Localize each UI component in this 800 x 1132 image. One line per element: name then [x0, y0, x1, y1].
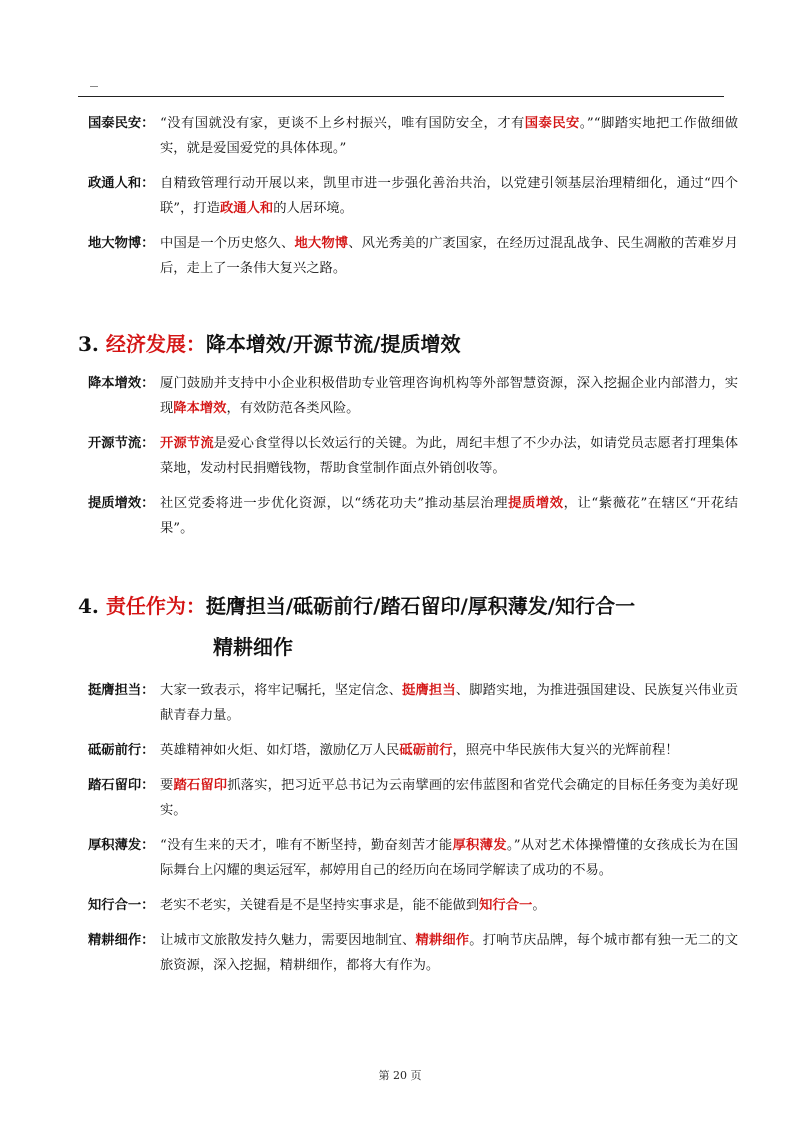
- desc-text: 要: [160, 778, 174, 793]
- entry-desc: [160, 371, 738, 421]
- entry-term: 知行合一：: [88, 898, 155, 913]
- entry-term: 降本增效：: [88, 376, 155, 391]
- desc-text: 社区党委将进一步优化资源，以“绣花功夫”推动基层治理: [160, 496, 509, 511]
- entries-section-4: [88, 678, 738, 978]
- entries-section-3: [88, 371, 738, 541]
- desc-text: 、风光秀美的广袤国家，在经历过混乱战争、民生凋敝的苦难岁月后，走上了一条伟大复兴之路。: [160, 236, 738, 276]
- desc-text: 。打响节庆品牌，每个城市都有独一无二的文旅资源，深入挖掘，精耕细作，都将大有作为。: [160, 933, 739, 973]
- section-3-title: [78, 329, 460, 359]
- section-number: 3.: [78, 332, 99, 356]
- entry-term: 开源节流：: [88, 436, 155, 451]
- desc-text: 让城市文旅散发持久魅力，需要因地制宜、: [160, 933, 416, 948]
- entry-zhixing-heyi: [88, 893, 738, 918]
- entry-dili-qianxing: [88, 738, 738, 763]
- highlight-term: 降本增效: [173, 401, 227, 416]
- section-category: 责任作为：: [105, 594, 206, 618]
- section-4-title-continued: 精耕细作: [213, 635, 293, 659]
- highlight-term: 提质增效: [508, 496, 564, 511]
- entry-kaiyuan-jieliu: [88, 431, 738, 481]
- desc-text: 厦门鼓励并支持中小企业积极借助专业管理咨询机构等外部智慧资源，深入挖掘企业内部潜力，实现: [160, 376, 738, 416]
- entry-dida-wubo: [88, 231, 738, 281]
- entry-desc: [160, 431, 738, 481]
- desc-text: 。: [532, 898, 546, 913]
- desc-text: ，照亮中华民族伟大复兴的光辉前程！: [452, 743, 679, 758]
- entry-guotai-minan: [88, 111, 738, 161]
- highlight-term: 国泰民安: [524, 116, 580, 131]
- desc-text: “没有生来的天才，唯有不断坚持，勤奋刻苦才能: [160, 838, 453, 853]
- entry-zhengtong-renhe: [88, 171, 738, 221]
- header-rule: [78, 96, 724, 97]
- desc-text: 。”从对艺术体操懵懂的女孩成长为在国际舞台上闪耀的奥运冠军，郝婷用自己的经历向在场同学解读了成功的不易。: [160, 838, 738, 878]
- desc-text: 是爱心食堂得以长效运行的关键。为此，周纪丰想了不少办法，如请党员志愿者打理集体菜地，发动村民捐赠钱物，帮助食堂制作面点外销创收等。: [160, 436, 738, 476]
- entry-desc: [160, 893, 738, 918]
- desc-text: “没有国就没有家，更谈不上乡村振兴，唯有国防安全，才有: [160, 116, 525, 131]
- entry-tingying-dandang: [88, 678, 738, 728]
- entry-jinggeng-xizuo: [88, 928, 738, 978]
- entry-desc: [160, 738, 738, 763]
- entry-desc: [160, 833, 738, 883]
- entry-term: 精耕细作：: [88, 933, 155, 948]
- entry-term: 政通人和：: [88, 176, 155, 191]
- section-4-title: [78, 591, 635, 621]
- section-number: 4.: [78, 594, 99, 618]
- highlight-term: 砥砺前行: [399, 743, 453, 758]
- header-corner-mark: [90, 86, 98, 87]
- highlight-term: 厚积薄发: [452, 838, 507, 853]
- page-number: 第 20 页: [378, 1069, 422, 1082]
- entry-term: 国泰民安：: [88, 116, 155, 131]
- desc-text: 中国是一个历史悠久、: [160, 236, 295, 251]
- desc-text: 的人居环境。: [273, 201, 353, 216]
- entry-term: 厚积薄发：: [88, 838, 155, 853]
- desc-text: 抓落实，把习近平总书记为云南擘画的宏伟蓝图和省党代会确定的目标任务变为美好现实。: [160, 778, 739, 818]
- highlight-term: 开源节流: [160, 436, 214, 451]
- entry-desc: [160, 928, 738, 978]
- desc-text: 英雄精神如火炬、如灯塔，激励亿万人民: [160, 743, 400, 758]
- section-category: 经济发展：: [105, 332, 206, 356]
- entry-jiangben-zengxiao: [88, 371, 738, 421]
- desc-text: 、脚踏实地，为推进强国建设、民族复兴伟业贡献青春力量。: [160, 683, 738, 723]
- desc-text: 。”“脚踏实地把工作做细做实，就是爱国爱党的具体体现。”: [160, 116, 739, 156]
- entries-top: [88, 111, 738, 281]
- entry-desc: [160, 171, 738, 221]
- entry-desc: [160, 678, 738, 728]
- entry-term: 砥砺前行：: [88, 743, 155, 758]
- entry-houji-bofa: [88, 833, 738, 883]
- entry-desc: [160, 491, 738, 541]
- highlight-term: 政通人和: [220, 201, 274, 216]
- entry-desc: [160, 773, 738, 823]
- entry-desc: [160, 111, 738, 161]
- desc-text: 老实不老实，关键看是不是坚持实事求是，能不能做到: [160, 898, 480, 913]
- section-keywords: 挺膺担当/砥砺前行/踏石留印/厚积薄发/知行合一: [205, 594, 636, 618]
- section-keywords: 降本增效/开源节流/提质增效: [205, 332, 461, 356]
- highlight-term: 精耕细作: [415, 933, 470, 948]
- desc-text: ，有效防范各类风险。: [226, 401, 360, 416]
- desc-text: ，让“紫薇花”在辖区“开花结果”。: [160, 496, 738, 536]
- desc-text: 自精致管理行动开展以来，凯里市进一步强化善治共治，以党建引领基层治理精细化，通过“四个联”，打造: [160, 176, 738, 216]
- highlight-term: 知行合一: [479, 898, 533, 913]
- entry-term: 提质增效：: [88, 496, 155, 511]
- entry-term: 挺膺担当：: [88, 683, 155, 698]
- entry-term: 踏石留印：: [88, 778, 155, 793]
- entry-tashi-liuyin: [88, 773, 738, 823]
- highlight-term: 踏石留印: [173, 778, 228, 793]
- highlight-term: 挺膺担当: [402, 683, 456, 698]
- entry-desc: [160, 231, 738, 281]
- entry-tizhi-zengxiao: [88, 491, 738, 541]
- desc-text: 大家一致表示，将牢记嘱托，坚定信念、: [160, 683, 403, 698]
- entry-term: 地大物博：: [88, 236, 155, 251]
- highlight-term: 地大物博: [294, 236, 349, 251]
